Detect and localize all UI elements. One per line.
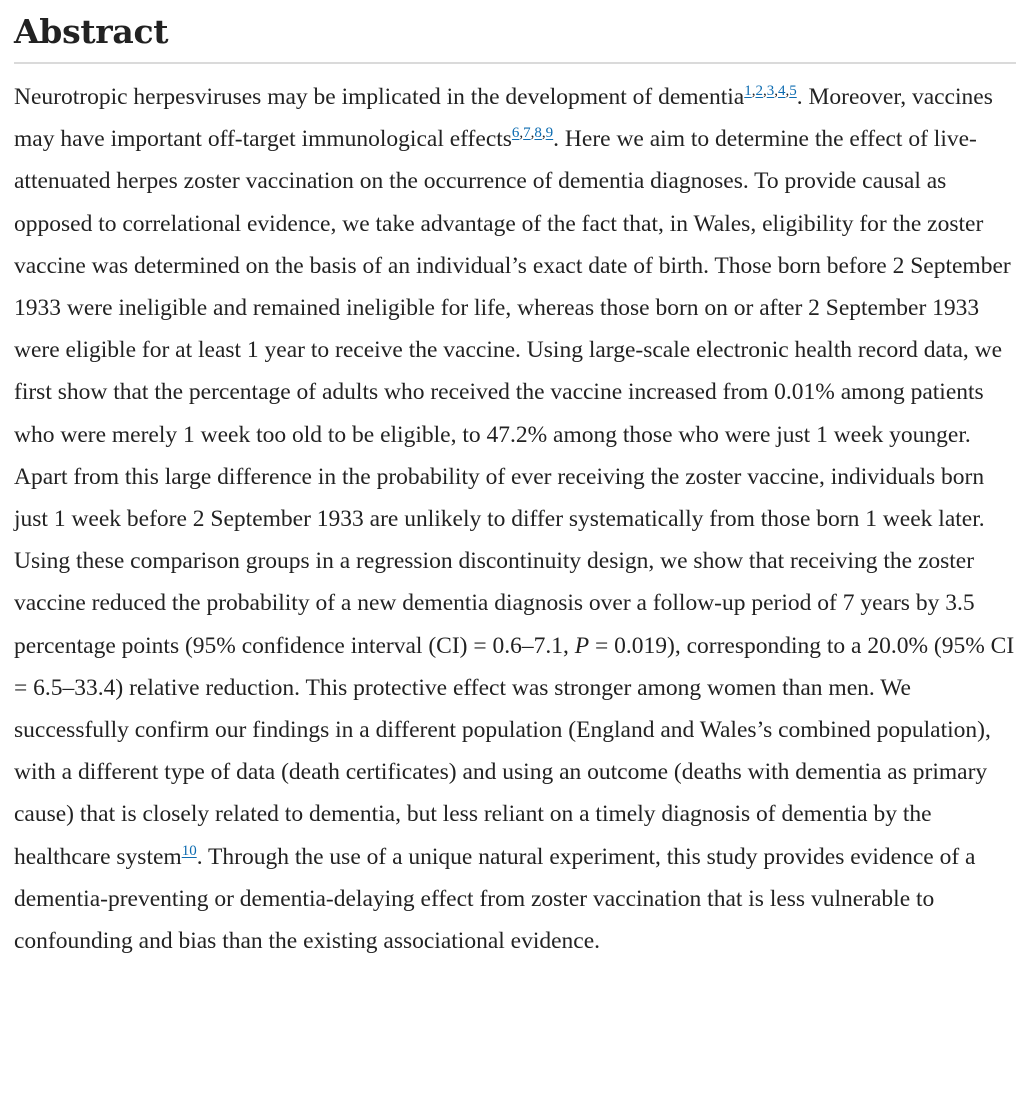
citation-link-7[interactable]: 7	[523, 125, 531, 142]
citation-link-6[interactable]: 6	[511, 125, 520, 142]
citation-separator: ,	[541, 125, 546, 142]
abstract-section	[14, 0, 1016, 962]
citation-link-1[interactable]: 1	[744, 83, 752, 100]
citation-separator: ,	[751, 83, 756, 100]
abstract-heading: Abstract	[14, 12, 1016, 64]
citation-link-2[interactable]: 2	[755, 83, 763, 100]
citation-link-3[interactable]: 3	[766, 83, 775, 100]
citation-group-1	[744, 83, 797, 99]
abstract-text-part-4: = 0.019), corresponding to a 20.0% (95% CI = 6.5–33.4) relative reduction. This protective effect was stronger among women than men. We successfully confirm our findings in a different population (England and Wales’s combined population), with a different type of data (death certificates) and using an outcome (deaths with dementia as primary cause) that is closely related to dementia, but less reliant on a timely diagnosis of dementia by the healthcare system	[14, 632, 1015, 870]
citation-group-2	[512, 125, 553, 141]
citation-group-3	[182, 843, 197, 859]
p-value-symbol: P	[574, 632, 590, 659]
citation-link-4[interactable]: 4	[777, 83, 786, 100]
abstract-text-part-1: Neurotropic herpesviruses may be implicated in the development of dementia	[14, 84, 745, 110]
abstract-text-part-3: . Here we aim to determine the effect of live-attenuated herpes zoster vaccination on the occurrence of dementia diagnoses. To provide causal as opposed to correlational evidence, we take advantage of the fact that, in Wales, eligibility for the zoster vaccine was determined on the basis of an individual’s exact date of birth. Those born before 2 September 1933 were ineligible and remained ineligible for life, whereas those born on or after 2 September 1933 were eligible for at least 1 year to receive the vaccine. Using large-scale electronic health record data, we first show that the percentage of adults who received the vaccine increased from 0.01% among patients who were merely 1 week too old to be eligible, to 47.2% among those who were just 1 week younger. Apart from this large difference in the probability of ever receiving the zoster vaccine, individuals born just 1 week before 2 September 1933 are unlikely to differ systematically from those born 1 week later. Using these comparison groups in a regression discontinuity design, we show that receiving the zoster vaccine reduced the probability of a new dementia diagnosis over a follow-up period of 7 years by 3.5 percentage points (95% confidence interval (CI) = 0.6–7.1,	[14, 126, 1011, 659]
citation-separator: ,	[519, 125, 524, 142]
citation-link-5[interactable]: 5	[789, 83, 797, 100]
abstract-paragraph	[14, 76, 1016, 962]
citation-separator: ,	[774, 83, 778, 100]
abstract-text-part-5: . Through the use of a unique natural experiment, this study provides evidence of a dementia-preventing or dementia-delaying effect from zoster vaccination that is less vulnerable to confounding and bias than the existing associational evidence.	[14, 843, 976, 955]
citation-separator: ,	[762, 83, 767, 100]
citation-separator: ,	[530, 125, 535, 142]
citation-separator: ,	[785, 83, 790, 100]
citation-link-9[interactable]: 9	[545, 125, 554, 142]
citation-link-10[interactable]: 10	[181, 842, 197, 859]
citation-link-8[interactable]: 8	[534, 125, 542, 142]
abstract-text-part-2: . Moreover, vaccines may have important off-target immunological effects	[14, 84, 993, 153]
